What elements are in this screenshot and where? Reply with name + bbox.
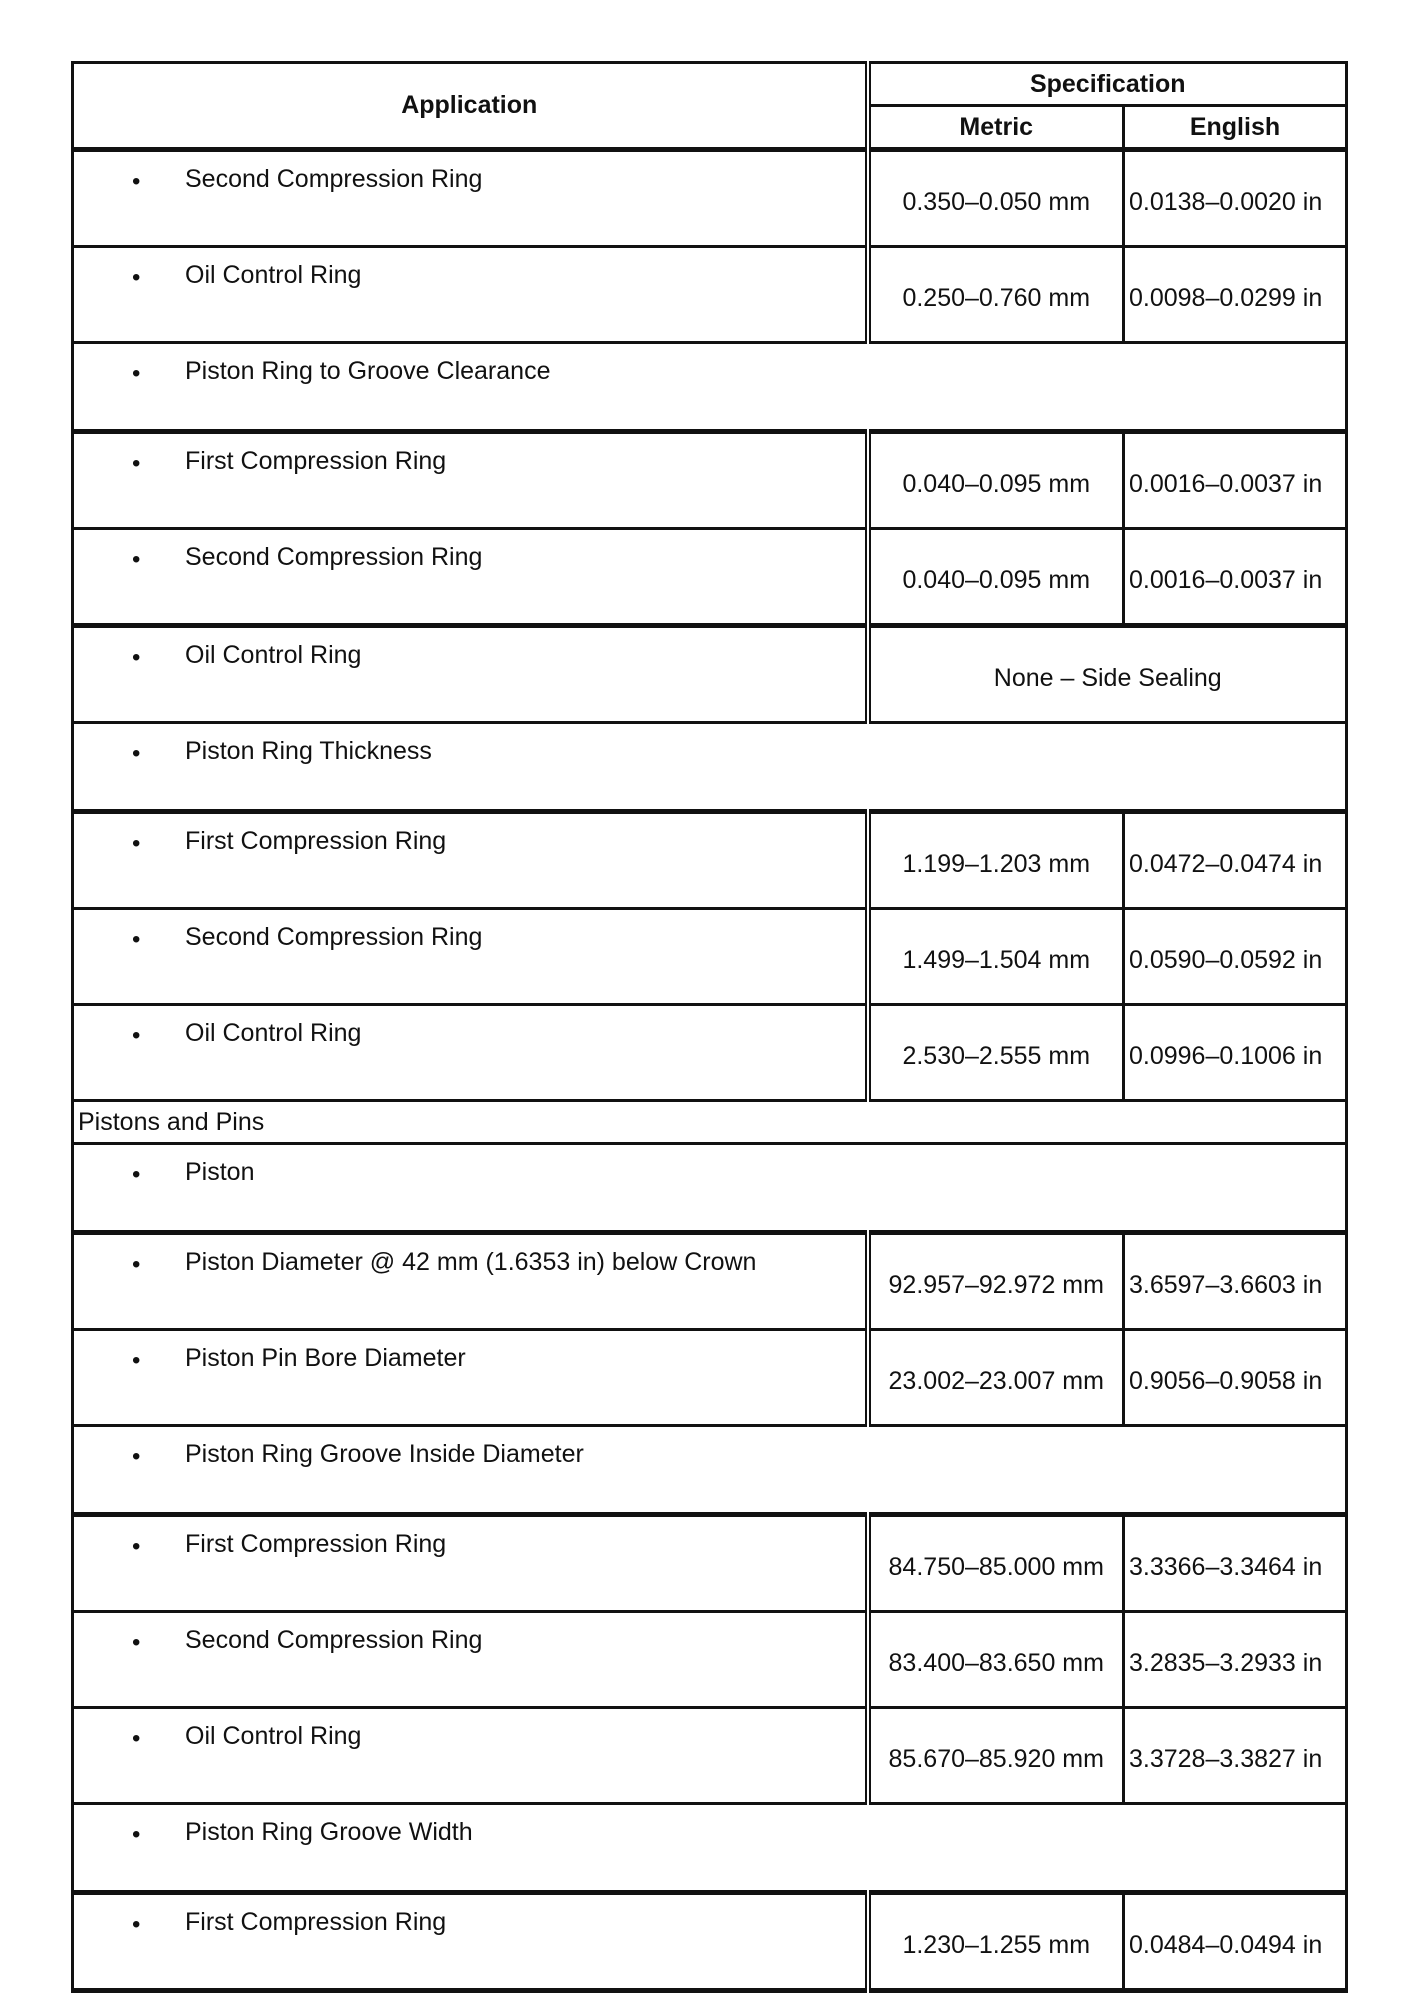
bullet-icon: • xyxy=(132,1629,141,1656)
application-label: First Compression Ring xyxy=(185,447,447,475)
table-row xyxy=(73,1233,1347,1330)
application-cell xyxy=(73,626,868,723)
table-row xyxy=(73,1330,1347,1426)
header-application: Application xyxy=(73,63,868,150)
table-row xyxy=(73,529,1347,626)
bullet-icon: • xyxy=(132,1533,141,1560)
metric-value: 0.350–0.050 mm xyxy=(868,150,1124,247)
application-label: Oil Control Ring xyxy=(185,261,362,289)
group-heading-label: Piston Ring Groove Width xyxy=(185,1818,473,1846)
application-label: Piston Diameter @ 42 mm (1.6353 in) below Crown xyxy=(185,1248,757,1276)
group-heading-cell xyxy=(73,723,1347,812)
header-english: English xyxy=(1124,106,1347,150)
english-value: 3.2835–3.2933 in xyxy=(1124,1612,1347,1708)
metric-value: 2.530–2.555 mm xyxy=(868,1005,1124,1101)
application-label: First Compression Ring xyxy=(185,827,447,855)
table-row xyxy=(73,432,1347,529)
bullet-icon: • xyxy=(132,740,141,767)
application-cell xyxy=(73,529,868,626)
group-heading-cell xyxy=(73,1426,1347,1515)
metric-value: 0.040–0.095 mm xyxy=(868,529,1124,626)
english-value: 0.0016–0.0037 in xyxy=(1124,432,1347,529)
application-label: Piston Pin Bore Diameter xyxy=(185,1344,466,1372)
group-heading-cell xyxy=(73,1144,1347,1233)
bullet-icon: • xyxy=(132,1022,141,1049)
application-cell xyxy=(73,1612,868,1708)
group-heading-label: Piston xyxy=(185,1158,255,1186)
bullet-icon: • xyxy=(132,926,141,953)
header-metric: Metric xyxy=(868,106,1124,150)
application-cell xyxy=(73,812,868,909)
metric-value: 1.499–1.504 mm xyxy=(868,909,1124,1005)
group-heading-cell xyxy=(73,1804,1347,1893)
bullet-icon: • xyxy=(132,1821,141,1848)
application-label: Second Compression Ring xyxy=(185,1626,483,1654)
application-cell xyxy=(73,909,868,1005)
english-value: 0.0590–0.0592 in xyxy=(1124,909,1347,1005)
bullet-icon: • xyxy=(132,1443,141,1470)
metric-value: 1.230–1.255 mm xyxy=(868,1893,1124,1991)
metric-value: 85.670–85.920 mm xyxy=(868,1708,1124,1804)
header-specification: Specification xyxy=(868,63,1347,106)
table-row xyxy=(73,1144,1347,1233)
application-label: First Compression Ring xyxy=(185,1908,447,1936)
specification-table xyxy=(71,61,1348,1993)
table-row xyxy=(73,1515,1347,1612)
english-value: 0.0098–0.0299 in xyxy=(1124,247,1347,343)
english-value: 0.9056–0.9058 in xyxy=(1124,1330,1347,1426)
application-label: Oil Control Ring xyxy=(185,1722,362,1750)
bullet-icon: • xyxy=(132,168,141,195)
table-row xyxy=(73,812,1347,909)
english-value: 3.6597–3.6603 in xyxy=(1124,1233,1347,1330)
note-value: None – Side Sealing xyxy=(868,626,1347,723)
application-label: Oil Control Ring xyxy=(185,1019,362,1047)
bullet-icon: • xyxy=(132,1725,141,1752)
metric-value: 92.957–92.972 mm xyxy=(868,1233,1124,1330)
application-label: Second Compression Ring xyxy=(185,923,483,951)
bullet-icon: • xyxy=(132,1161,141,1188)
table-row xyxy=(73,1005,1347,1101)
application-cell xyxy=(73,432,868,529)
bullet-icon: • xyxy=(132,360,141,387)
bullet-icon: • xyxy=(132,830,141,857)
application-cell xyxy=(73,1005,868,1101)
table-row xyxy=(73,1893,1347,1991)
bullet-icon: • xyxy=(132,1911,141,1938)
application-cell xyxy=(73,1893,868,1991)
table-row xyxy=(73,1708,1347,1804)
bullet-icon: • xyxy=(132,546,141,573)
table-row xyxy=(73,723,1347,812)
application-cell xyxy=(73,1233,868,1330)
application-label: Second Compression Ring xyxy=(185,543,483,571)
application-label: Second Compression Ring xyxy=(185,165,483,193)
english-value: 0.0996–0.1006 in xyxy=(1124,1005,1347,1101)
metric-value: 0.040–0.095 mm xyxy=(868,432,1124,529)
application-cell xyxy=(73,1708,868,1804)
english-value: 3.3366–3.3464 in xyxy=(1124,1515,1347,1612)
metric-value: 84.750–85.000 mm xyxy=(868,1515,1124,1612)
metric-value: 83.400–83.650 mm xyxy=(868,1612,1124,1708)
table-row xyxy=(73,1101,1347,1144)
english-value: 0.0484–0.0494 in xyxy=(1124,1893,1347,1991)
table-row xyxy=(73,1426,1347,1515)
english-value: 0.0138–0.0020 in xyxy=(1124,150,1347,247)
english-value: 0.0016–0.0037 in xyxy=(1124,529,1347,626)
metric-value: 0.250–0.760 mm xyxy=(868,247,1124,343)
table-row xyxy=(73,1612,1347,1708)
application-cell xyxy=(73,1515,868,1612)
application-label: Oil Control Ring xyxy=(185,641,362,669)
application-cell xyxy=(73,1330,868,1426)
table-row xyxy=(73,626,1347,723)
table-row xyxy=(73,247,1347,343)
group-heading-label: Piston Ring Thickness xyxy=(185,737,432,765)
metric-value: 1.199–1.203 mm xyxy=(868,812,1124,909)
application-cell xyxy=(73,247,868,343)
application-cell xyxy=(73,150,868,247)
english-value: 0.0472–0.0474 in xyxy=(1124,812,1347,909)
bullet-icon: • xyxy=(132,264,141,291)
section-heading: Pistons and Pins xyxy=(73,1101,1347,1144)
english-value: 3.3728–3.3827 in xyxy=(1124,1708,1347,1804)
group-heading-label: Piston Ring Groove Inside Diameter xyxy=(185,1440,584,1468)
bullet-icon: • xyxy=(132,1251,141,1278)
application-label: First Compression Ring xyxy=(185,1530,447,1558)
group-heading-cell xyxy=(73,343,1347,432)
bullet-icon: • xyxy=(132,1347,141,1374)
table-row xyxy=(73,909,1347,1005)
table-row xyxy=(73,343,1347,432)
metric-value: 23.002–23.007 mm xyxy=(868,1330,1124,1426)
bullet-icon: • xyxy=(132,644,141,671)
bullet-icon: • xyxy=(132,450,141,477)
table-row xyxy=(73,150,1347,247)
table-row xyxy=(73,1804,1347,1893)
group-heading-label: Piston Ring to Groove Clearance xyxy=(185,357,551,385)
